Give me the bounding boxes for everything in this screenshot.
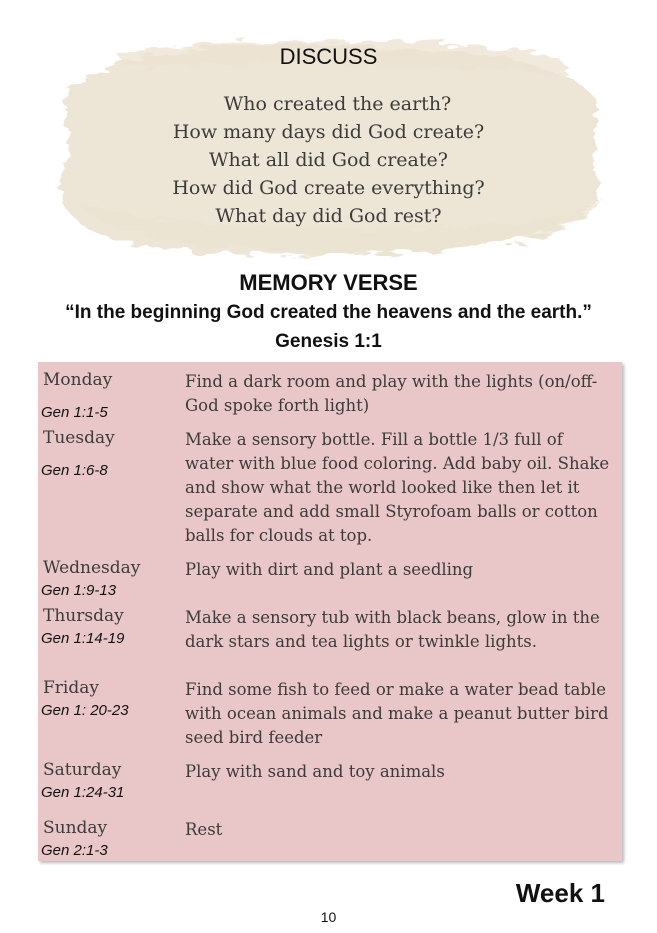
question-item: What all did God create? [209, 149, 448, 171]
memory-verse-quote: “In the beginning God created the heavens and the earth.” [65, 302, 592, 323]
question-item: Who created the earth? [223, 93, 452, 115]
day-label: Sunday [43, 818, 108, 838]
question-item: What day did God rest? [215, 205, 442, 227]
activity-text: Make a sensory tub with black beans, glow in the dark stars and tea lights or twinkle lights. [185, 608, 600, 651]
activity-text: Play with dirt and plant a seedling [185, 560, 474, 579]
page-number: 10 [320, 909, 337, 925]
scripture-reference: Gen 2:1-3 [41, 842, 108, 859]
scripture-reference: Gen 1:1-5 [41, 404, 108, 421]
scripture-reference: Gen 1:9-13 [41, 582, 117, 599]
memory-verse-reference: Genesis 1:1 [275, 331, 382, 352]
scripture-reference: Gen 1:6-8 [41, 462, 108, 479]
activity-text: Make a sensory bottle. Fill a bottle 1/3 full of water with blue food coloring. Add baby oil. Shake and show what the world looked like then let it separate and add small Styrofoam balls or cotton balls for clouds at top. [185, 430, 610, 545]
scripture-reference: Gen 1: 20-23 [41, 702, 129, 719]
discussion-questions [0, 90, 657, 230]
day-label: Friday [43, 678, 99, 698]
day-label: Saturday [43, 760, 122, 780]
activity-text: Play with sand and toy animals [185, 762, 445, 781]
question-item: How did God create everything? [172, 177, 485, 199]
question-item: How many days did God create? [172, 121, 485, 143]
activity-text: Find a dark room and play with the lights (on/off-God spoke forth light) [185, 372, 598, 415]
memory-verse-heading: MEMORY VERSE [239, 270, 418, 295]
weekly-schedule [38, 362, 622, 861]
day-label: Wednesday [43, 558, 141, 578]
scripture-reference: Gen 1:14-19 [41, 630, 125, 647]
week-label: Week 1 [515, 878, 605, 908]
day-label: Thursday [43, 606, 124, 626]
discuss-heading: DISCUSS [279, 44, 378, 69]
scripture-reference: Gen 1:24-31 [41, 784, 125, 801]
day-label: Tuesday [43, 428, 115, 448]
day-label: Monday [43, 370, 113, 390]
activity-text: Find some fish to feed or make a water bead table with ocean animals and make a peanut butter bird seed bird feeder [185, 680, 609, 747]
activity-text: Rest [185, 820, 223, 839]
